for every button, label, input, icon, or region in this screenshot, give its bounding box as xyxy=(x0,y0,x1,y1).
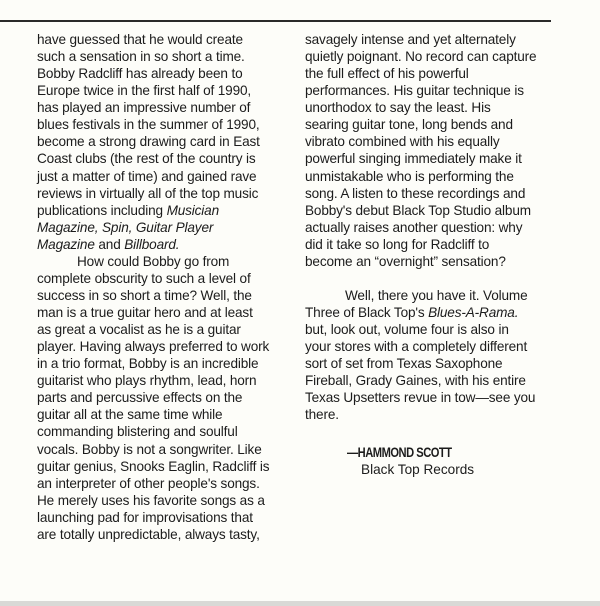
text-segment: Europe twice in the first half of 1990, xyxy=(37,83,252,99)
text-segment: an interpreter of other people's songs. xyxy=(37,475,260,491)
left-text-column xyxy=(37,31,269,543)
text-line xyxy=(37,475,269,492)
text-segment: unorthodox to say the least. His xyxy=(305,100,491,116)
text-segment: Three of Black Top's xyxy=(305,305,429,320)
text-segment: and xyxy=(94,236,125,252)
text-line xyxy=(37,168,269,185)
italic-title: Billboard. xyxy=(124,236,180,252)
text-line xyxy=(37,31,269,48)
text-segment: reviews in virtually all of the top music xyxy=(37,185,259,201)
text-line xyxy=(37,458,269,475)
text-segment: but, look out, volume four is also in xyxy=(305,322,509,338)
text-line xyxy=(305,236,536,253)
text-segment: blues festivals in the summer of 1990, xyxy=(37,117,260,133)
text-segment: quietly poignant. No record can capture xyxy=(305,49,537,65)
text-line xyxy=(305,168,536,185)
text-segment: your stores with a completely different xyxy=(305,339,528,355)
text-segment: has played an impressive number of xyxy=(37,100,251,116)
text-line xyxy=(37,185,269,202)
text-line xyxy=(305,116,536,133)
top-rule xyxy=(0,20,551,22)
text-line xyxy=(37,219,269,236)
text-line xyxy=(305,133,536,150)
text-line xyxy=(37,82,269,99)
signature-block xyxy=(347,444,475,478)
text-line xyxy=(37,236,269,253)
text-line xyxy=(37,65,269,82)
text-line xyxy=(37,423,269,440)
text-segment: man is a true guitar hero and at least xyxy=(37,305,253,320)
text-segment: as great a vocalist as he is a guitar xyxy=(37,322,241,338)
scan-edge xyxy=(0,601,600,606)
text-segment: guitar all at the same time while xyxy=(37,407,223,423)
text-line xyxy=(37,509,269,526)
italic-title: Magazine xyxy=(37,236,95,252)
text-line xyxy=(305,389,536,406)
text-segment: Bobby Radcliff has already been to xyxy=(37,66,243,82)
text-line xyxy=(305,406,536,423)
text-segment: there. xyxy=(305,407,339,423)
text-segment: Coast clubs (the rest of the country is xyxy=(37,151,256,167)
text-line xyxy=(37,441,269,458)
text-segment: parts and percussive effects on the xyxy=(37,390,243,406)
text-segment: become an “overnight” sensation? xyxy=(305,253,506,269)
text-segment: actually raises another question: why xyxy=(305,219,523,235)
text-line xyxy=(305,150,536,167)
text-line xyxy=(37,526,269,543)
text-segment: song. A listen to these recordings and xyxy=(305,185,526,201)
text-line xyxy=(37,389,269,406)
text-segment: complete obscurity to such a level of xyxy=(37,270,251,286)
text-line xyxy=(37,253,269,270)
italic-title: Blues-A-Rama. xyxy=(428,305,519,320)
text-line xyxy=(37,202,269,219)
text-line xyxy=(305,185,536,202)
right-text-column xyxy=(305,31,536,423)
author-name: —HAMMOND SCOTT xyxy=(347,445,452,460)
text-line xyxy=(37,116,269,133)
text-segment: player. Having always preferred to work xyxy=(37,339,270,355)
text-segment: such a sensation in so short a time. xyxy=(37,49,245,65)
text-segment: He merely uses his favorite songs as a xyxy=(37,492,265,508)
text-line xyxy=(305,65,536,82)
text-line xyxy=(37,48,269,65)
text-segment: did it take so long for Radcliff to xyxy=(305,236,490,252)
text-segment: have guessed that he would create xyxy=(37,32,243,47)
text-segment: publications including xyxy=(37,202,167,218)
text-line xyxy=(305,99,536,116)
text-segment: the full effect of his powerful xyxy=(305,66,469,82)
text-line xyxy=(305,355,536,372)
text-line xyxy=(37,321,269,338)
text-line xyxy=(37,492,269,509)
text-line xyxy=(305,219,536,236)
text-line xyxy=(305,82,536,99)
text-line xyxy=(305,202,536,219)
text-line xyxy=(37,270,269,287)
text-line xyxy=(305,372,536,389)
text-segment: Fireball, Grady Gaines, with his entire xyxy=(305,373,526,389)
text-line xyxy=(305,304,536,321)
text-segment: powerful singing immediately make it xyxy=(305,151,522,167)
text-segment: become a strong drawing card in East xyxy=(37,134,260,150)
text-line xyxy=(305,270,536,287)
text-segment: performances. His guitar technique is xyxy=(305,83,524,99)
text-segment: Well, there you have it. Volume xyxy=(345,287,528,303)
text-line xyxy=(37,287,269,304)
text-segment: success in so short a time? Well, the xyxy=(37,287,252,303)
text-segment: in a trio format, Bobby is an incredible xyxy=(37,356,259,372)
text-segment: savagely intense and yet alternately xyxy=(305,32,516,47)
text-segment: How could Bobby go from xyxy=(77,253,230,269)
text-segment: Bobby's debut Black Top Studio album xyxy=(305,202,531,218)
italic-title: Magazine, Spin, Guitar Player xyxy=(37,219,214,235)
text-line xyxy=(305,31,536,48)
text-line xyxy=(305,287,536,304)
text-segment: launching pad for improvisations that xyxy=(37,509,253,525)
text-segment: unmistakable who is performing the xyxy=(305,168,514,184)
italic-title: Musician xyxy=(166,202,220,218)
text-segment: sort of set from Texas Saxophone xyxy=(305,356,503,372)
text-line xyxy=(305,338,536,355)
text-line xyxy=(37,406,269,423)
author-affiliation: Black Top Records xyxy=(361,462,475,477)
text-segment: just a matter of time) and gained rave xyxy=(37,168,257,184)
text-segment: guitarist who plays rhythm, lead, horn xyxy=(37,373,257,389)
text-line xyxy=(37,355,269,372)
text-segment: commanding blistering and soulful xyxy=(37,424,238,440)
text-segment: are totally unpredictable, always tasty, xyxy=(37,526,260,542)
text-line xyxy=(37,304,269,321)
text-segment: vibrato combined with his equally xyxy=(305,134,500,150)
text-line xyxy=(305,48,536,65)
text-line xyxy=(37,133,269,150)
text-line xyxy=(37,372,269,389)
text-segment: searing guitar tone, long bends and xyxy=(305,117,513,133)
text-line xyxy=(37,99,269,116)
text-segment: vocals. Bobby is not a songwriter. Like xyxy=(37,441,262,457)
text-segment: guitar genius, Snooks Eaglin, Radcliff is xyxy=(37,458,270,474)
text-line xyxy=(37,150,269,167)
text-line xyxy=(305,321,536,338)
text-line xyxy=(305,253,536,270)
text-segment: Texas Upsetters revue in tow—see you xyxy=(305,390,536,406)
text-line xyxy=(37,338,269,355)
